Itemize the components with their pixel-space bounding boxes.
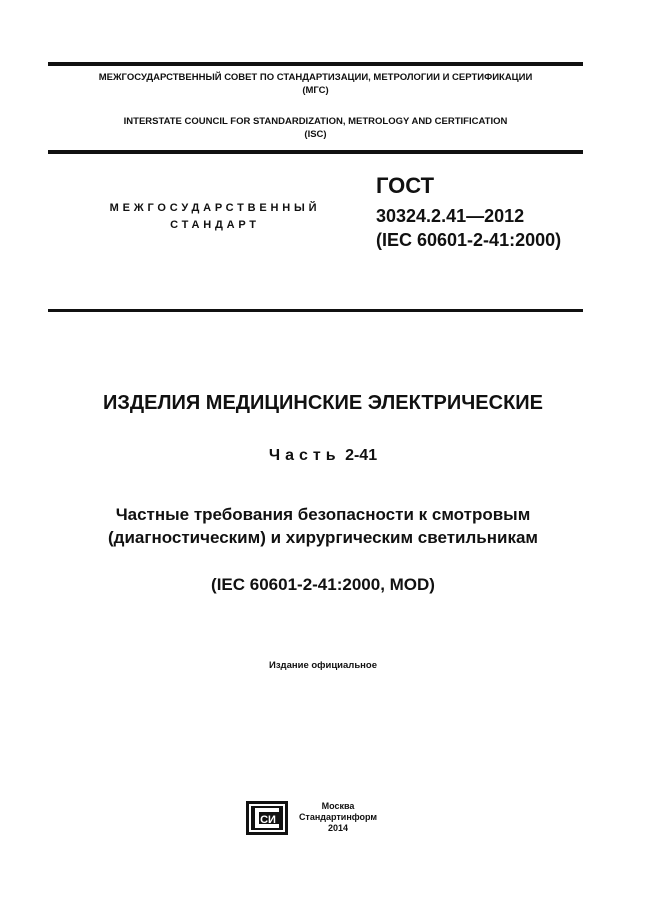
- council-ru-line2: (МГС): [302, 85, 329, 96]
- council-ru-line1: МЕЖГОСУДАРСТВЕННЫЙ СОВЕТ ПО СТАНДАРТИЗАЦИИ, МЕТРОЛОГИИ И СЕРТИФИКАЦИИ: [98, 72, 533, 83]
- bottom-rule: [48, 309, 583, 312]
- logo-letters: СИ: [260, 814, 276, 826]
- subtitle-line1: Частные требования безопасности к смотровым: [115, 505, 531, 524]
- gost-iec-reference: (IEC 60601-2-41:2000): [376, 230, 562, 250]
- standartinform-logo-icon: [246, 801, 288, 835]
- part-heading: [0, 446, 646, 466]
- publisher-city: Москва: [321, 801, 355, 811]
- iec-modification-reference: (IEC 60601-2-41:2000, MOD): [211, 575, 435, 594]
- council-en-line2: (ISC): [304, 129, 327, 140]
- standard-type-line2: СТАНДАРТ: [170, 219, 260, 231]
- document-title: ИЗДЕЛИЯ МЕДИЦИНСКИЕ ЭЛЕКТРИЧЕСКИЕ: [102, 392, 544, 414]
- part-word: Часть: [268, 447, 341, 464]
- standard-type: [80, 200, 350, 234]
- edition-note: Издание официальное: [269, 660, 377, 671]
- publisher-info: [294, 801, 382, 834]
- middle-rule: [48, 150, 583, 154]
- gost-label: ГОСТ: [376, 173, 435, 198]
- top-rule: [48, 62, 583, 66]
- publisher-name: Стандартинформ: [298, 812, 378, 822]
- document-subtitle: [0, 503, 646, 549]
- standartinform-logo: [246, 801, 288, 835]
- council-name-ru: [48, 71, 583, 97]
- gost-designation: [376, 172, 561, 252]
- subtitle-line2: (диагностическим) и хирургическим светильникам: [108, 528, 538, 547]
- part-number: 2-41: [345, 447, 378, 464]
- council-name-en: [48, 115, 583, 141]
- publication-year: 2014: [327, 823, 349, 833]
- gost-number: 30324.2.41—2012: [376, 206, 525, 226]
- standard-type-line1: МЕЖГОСУДАРСТВЕННЫЙ: [109, 202, 321, 214]
- council-en-line1: INTERSTATE COUNCIL FOR STANDARDIZATION, METROLOGY AND CERTIFICATION: [123, 116, 508, 127]
